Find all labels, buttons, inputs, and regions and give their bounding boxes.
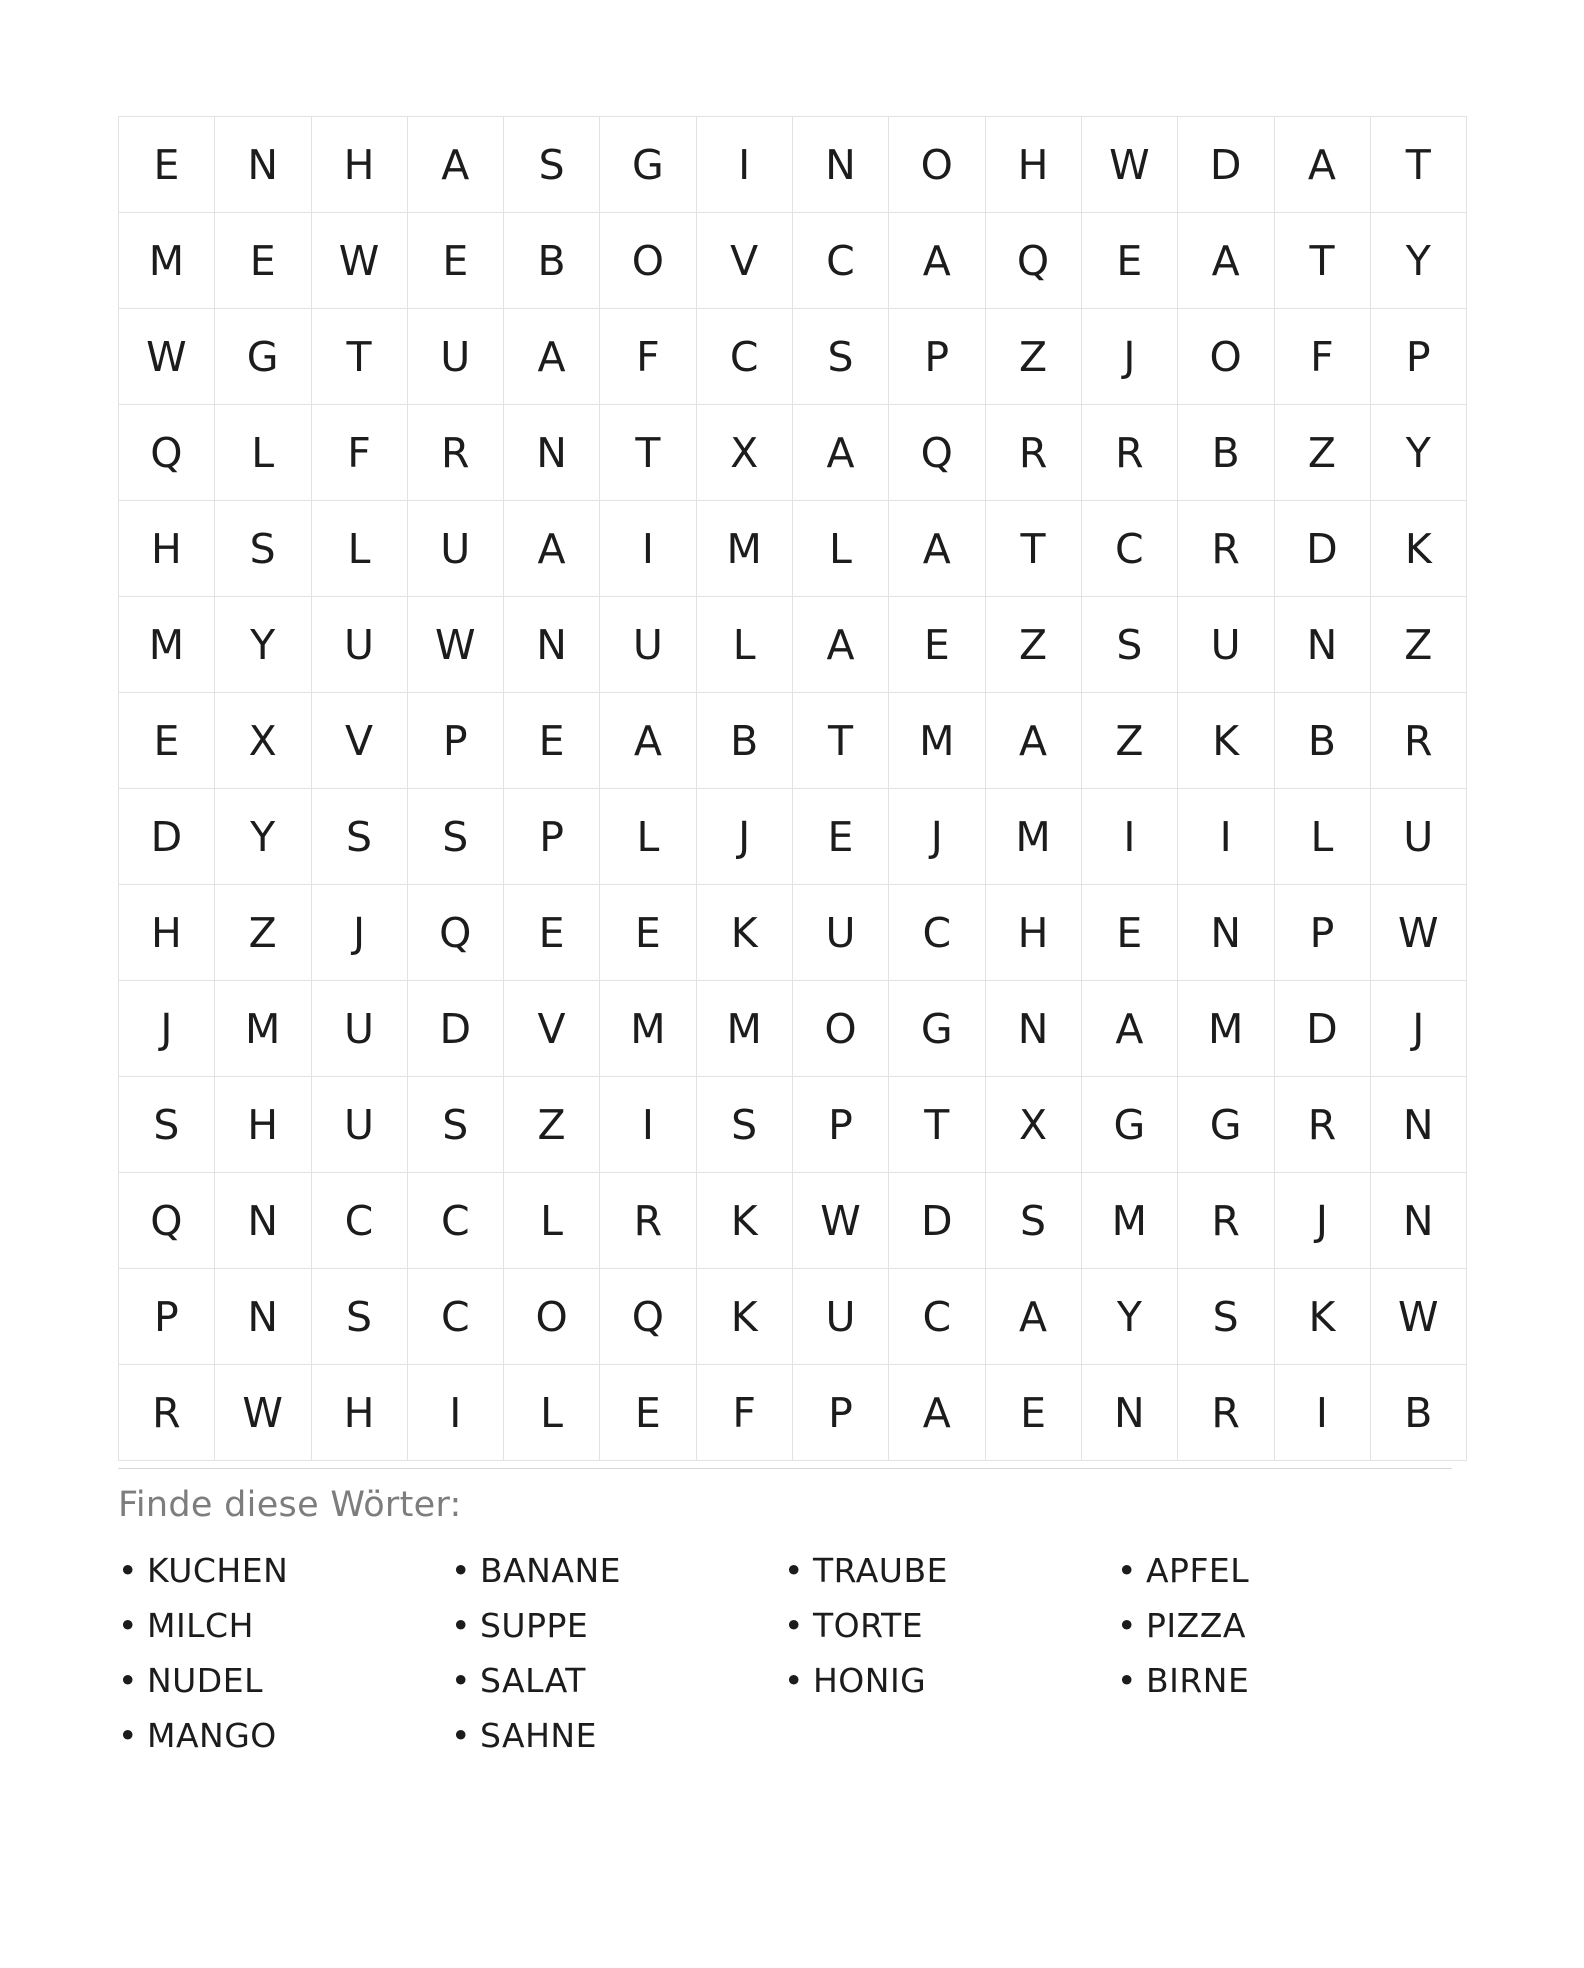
grid-cell[interactable]: Z	[1370, 597, 1466, 693]
bullet-icon: •	[118, 1551, 138, 1590]
grid-cell[interactable]: B	[504, 213, 600, 309]
grid-cell[interactable]: L	[311, 501, 407, 597]
grid-cell[interactable]: D	[407, 981, 503, 1077]
grid-row	[119, 1269, 1467, 1365]
grid-cell[interactable]: L	[504, 1173, 600, 1269]
grid-cell[interactable]: M	[696, 501, 792, 597]
grid-cell[interactable]: G	[1081, 1077, 1177, 1173]
grid-cell[interactable]: D	[889, 1173, 985, 1269]
grid-cell[interactable]: E	[119, 693, 215, 789]
grid-cell[interactable]: N	[1274, 597, 1370, 693]
grid-cell[interactable]: Y	[215, 789, 311, 885]
grid-cell[interactable]: E	[407, 213, 503, 309]
word-label: MANGO	[146, 1716, 277, 1755]
word-label: APFEL	[1145, 1551, 1250, 1590]
grid-cell[interactable]: S	[215, 501, 311, 597]
grid-row	[119, 693, 1467, 789]
grid-cell[interactable]: K	[696, 1173, 792, 1269]
grid-cell[interactable]: H	[215, 1077, 311, 1173]
grid-cell[interactable]: N	[504, 405, 600, 501]
grid-cell[interactable]: K	[1178, 693, 1274, 789]
grid-cell[interactable]: E	[504, 885, 600, 981]
grid-cell[interactable]: O	[889, 117, 985, 213]
grid-cell[interactable]: O	[793, 981, 889, 1077]
word-list-title: Finde diese Wörter:	[118, 1485, 462, 1525]
word-label: BANANE	[479, 1551, 621, 1590]
grid-cell[interactable]: C	[311, 1173, 407, 1269]
grid-cell[interactable]: D	[1274, 981, 1370, 1077]
grid-cell[interactable]: U	[311, 1077, 407, 1173]
grid-cell[interactable]: M	[215, 981, 311, 1077]
grid-cell[interactable]: E	[889, 597, 985, 693]
word-list-item[interactable]	[118, 1543, 451, 1598]
grid-cell[interactable]: H	[985, 117, 1081, 213]
grid-cell[interactable]: R	[1178, 501, 1274, 597]
grid-cell[interactable]: O	[1178, 309, 1274, 405]
grid-row	[119, 885, 1467, 981]
grid-cell[interactable]: Q	[119, 1173, 215, 1269]
grid-row	[119, 213, 1467, 309]
grid-cell[interactable]: F	[696, 1365, 792, 1461]
grid-cell[interactable]: K	[696, 1269, 792, 1365]
grid-cell[interactable]: J	[696, 789, 792, 885]
grid-cell[interactable]: B	[1178, 405, 1274, 501]
bullet-icon: •	[451, 1606, 471, 1645]
bullet-icon: •	[784, 1551, 804, 1590]
grid-cell[interactable]: M	[1081, 1173, 1177, 1269]
grid-cell[interactable]: R	[1081, 405, 1177, 501]
word-label: BIRNE	[1145, 1661, 1250, 1700]
grid-cell[interactable]: D	[119, 789, 215, 885]
grid-cell[interactable]: T	[985, 501, 1081, 597]
word-list-item[interactable]	[451, 1543, 784, 1598]
bullet-icon: •	[784, 1661, 804, 1700]
grid-cell[interactable]: Q	[407, 885, 503, 981]
grid-cell[interactable]: L	[600, 789, 696, 885]
bullet-icon: •	[1117, 1661, 1137, 1700]
grid-row	[119, 501, 1467, 597]
grid-cell[interactable]: Z	[215, 885, 311, 981]
grid-cell[interactable]: L	[215, 405, 311, 501]
grid-cell[interactable]: E	[600, 1365, 696, 1461]
grid-cell[interactable]: M	[985, 789, 1081, 885]
grid-cell[interactable]: N	[1081, 1365, 1177, 1461]
grid-cell[interactable]: W	[793, 1173, 889, 1269]
grid-cell[interactable]: A	[600, 693, 696, 789]
grid-cell[interactable]: U	[1178, 597, 1274, 693]
grid-row	[119, 117, 1467, 213]
grid-cell[interactable]: S	[407, 789, 503, 885]
grid-cell[interactable]: A	[793, 597, 889, 693]
grid-cell[interactable]: B	[1274, 693, 1370, 789]
grid-cell[interactable]: R	[1274, 1077, 1370, 1173]
grid-cell[interactable]: S	[311, 1269, 407, 1365]
grid-cell[interactable]: I	[1274, 1365, 1370, 1461]
grid-cell[interactable]: J	[1081, 309, 1177, 405]
grid-cell[interactable]: W	[119, 309, 215, 405]
grid-cell[interactable]: E	[119, 117, 215, 213]
grid-cell[interactable]: C	[1081, 501, 1177, 597]
grid-cell[interactable]: W	[1370, 1269, 1466, 1365]
grid-cell[interactable]: N	[1370, 1173, 1466, 1269]
bullet-icon: •	[1117, 1606, 1137, 1645]
grid-cell[interactable]: A	[793, 405, 889, 501]
grid-cell[interactable]: R	[1370, 693, 1466, 789]
grid-cell[interactable]: E	[1081, 885, 1177, 981]
word-label: TORTE	[812, 1606, 924, 1645]
grid-row	[119, 597, 1467, 693]
grid-row	[119, 405, 1467, 501]
grid-cell[interactable]: C	[889, 885, 985, 981]
grid-cell[interactable]: P	[793, 1365, 889, 1461]
grid-cell[interactable]: N	[1178, 885, 1274, 981]
grid-cell[interactable]: N	[215, 1173, 311, 1269]
word-list-column	[451, 1543, 784, 1763]
grid-cell[interactable]: R	[1178, 1173, 1274, 1269]
grid-cell[interactable]: W	[407, 597, 503, 693]
word-list-item[interactable]	[784, 1653, 1117, 1708]
grid-cell[interactable]: N	[985, 981, 1081, 1077]
grid-row	[119, 1173, 1467, 1269]
grid-cell[interactable]: E	[600, 885, 696, 981]
grid-cell[interactable]: L	[793, 501, 889, 597]
word-label: SALAT	[479, 1661, 586, 1700]
grid-cell[interactable]: C	[696, 309, 792, 405]
grid-cell[interactable]: R	[119, 1365, 215, 1461]
grid-cell[interactable]: E	[985, 1365, 1081, 1461]
grid-cell[interactable]: R	[600, 1173, 696, 1269]
grid-cell[interactable]: O	[600, 213, 696, 309]
grid-cell[interactable]: Q	[600, 1269, 696, 1365]
grid-cell[interactable]: T	[1274, 213, 1370, 309]
grid-row	[119, 981, 1467, 1077]
section-divider	[118, 1468, 1452, 1469]
word-label: MILCH	[146, 1606, 254, 1645]
grid-cell[interactable]: E	[504, 693, 600, 789]
grid-cell[interactable]: A	[889, 213, 985, 309]
grid-cell[interactable]: K	[696, 885, 792, 981]
word-list-column	[1117, 1543, 1450, 1763]
grid-cell[interactable]: C	[407, 1269, 503, 1365]
grid-cell[interactable]: M	[889, 693, 985, 789]
word-list-item[interactable]	[784, 1543, 1117, 1598]
word-list-item[interactable]	[1117, 1653, 1450, 1708]
grid-cell[interactable]: A	[1178, 213, 1274, 309]
grid-cell[interactable]: X	[985, 1077, 1081, 1173]
grid-cell[interactable]: U	[407, 501, 503, 597]
grid-cell[interactable]: I	[1081, 789, 1177, 885]
grid-cell[interactable]: Q	[119, 405, 215, 501]
word-label: PIZZA	[1145, 1606, 1246, 1645]
grid-cell[interactable]: F	[311, 405, 407, 501]
grid-cell[interactable]: I	[600, 501, 696, 597]
grid-cell[interactable]: A	[889, 501, 985, 597]
word-list-item[interactable]	[1117, 1543, 1450, 1598]
word-list-column	[118, 1543, 451, 1763]
grid-cell[interactable]: V	[504, 981, 600, 1077]
grid-cell[interactable]: D	[1274, 501, 1370, 597]
grid-cell[interactable]: N	[215, 117, 311, 213]
grid-cell[interactable]: N	[215, 1269, 311, 1365]
bullet-icon: •	[451, 1661, 471, 1700]
grid-cell[interactable]: U	[793, 885, 889, 981]
grid-cell[interactable]: Z	[504, 1077, 600, 1173]
grid-row	[119, 309, 1467, 405]
grid-cell[interactable]: J	[1370, 981, 1466, 1077]
grid-cell[interactable]: P	[1370, 309, 1466, 405]
grid-cell[interactable]: W	[1081, 117, 1177, 213]
grid-cell[interactable]: W	[215, 1365, 311, 1461]
grid-cell[interactable]: X	[696, 405, 792, 501]
grid-cell[interactable]: S	[504, 117, 600, 213]
grid-cell[interactable]: I	[407, 1365, 503, 1461]
grid-cell[interactable]: Y	[1370, 405, 1466, 501]
grid-cell[interactable]: J	[889, 789, 985, 885]
grid-cell[interactable]: P	[504, 789, 600, 885]
grid-cell[interactable]: H	[119, 885, 215, 981]
grid-cell[interactable]: S	[985, 1173, 1081, 1269]
grid-cell[interactable]: E	[215, 213, 311, 309]
word-list-item[interactable]	[1117, 1598, 1450, 1653]
grid-cell[interactable]: O	[504, 1269, 600, 1365]
grid-cell[interactable]: Y	[215, 597, 311, 693]
grid-cell[interactable]: S	[1178, 1269, 1274, 1365]
grid-cell[interactable]: P	[119, 1269, 215, 1365]
grid-cell[interactable]: Y	[1370, 213, 1466, 309]
grid-cell[interactable]: C	[889, 1269, 985, 1365]
grid-cell[interactable]: G	[600, 117, 696, 213]
word-list-item[interactable]	[451, 1598, 784, 1653]
word-label: HONIG	[812, 1661, 927, 1700]
grid-cell[interactable]: U	[407, 309, 503, 405]
grid-row	[119, 1077, 1467, 1173]
grid-cell[interactable]: L	[504, 1365, 600, 1461]
grid-cell[interactable]: L	[1274, 789, 1370, 885]
bullet-icon: •	[118, 1606, 138, 1645]
grid-cell[interactable]: G	[215, 309, 311, 405]
grid-cell[interactable]: T	[600, 405, 696, 501]
grid-cell[interactable]: M	[600, 981, 696, 1077]
grid-cell[interactable]: R	[407, 405, 503, 501]
grid-cell[interactable]: P	[793, 1077, 889, 1173]
word-label: KUCHEN	[146, 1551, 289, 1590]
grid-cell[interactable]: P	[1274, 885, 1370, 981]
grid-cell[interactable]: A	[985, 693, 1081, 789]
bullet-icon: •	[118, 1716, 138, 1755]
word-list-item[interactable]	[118, 1708, 451, 1763]
grid-cell[interactable]: N	[504, 597, 600, 693]
grid-cell[interactable]: N	[1370, 1077, 1466, 1173]
grid-cell[interactable]: M	[119, 213, 215, 309]
grid-cell[interactable]: W	[311, 213, 407, 309]
grid-cell[interactable]: H	[119, 501, 215, 597]
grid-cell[interactable]: L	[696, 597, 792, 693]
grid-row	[119, 789, 1467, 885]
grid-cell[interactable]: A	[407, 117, 503, 213]
grid-row	[119, 1365, 1467, 1461]
grid-cell[interactable]: C	[793, 213, 889, 309]
word-label: TRAUBE	[812, 1551, 948, 1590]
grid-cell[interactable]: Q	[985, 213, 1081, 309]
grid-cell[interactable]: S	[793, 309, 889, 405]
word-label: SUPPE	[479, 1606, 589, 1645]
grid-cell[interactable]: P	[889, 309, 985, 405]
grid-cell[interactable]: Z	[1081, 693, 1177, 789]
grid-cell[interactable]: V	[311, 693, 407, 789]
grid-cell[interactable]: A	[504, 309, 600, 405]
grid-cell[interactable]: M	[119, 597, 215, 693]
grid-cell[interactable]: C	[407, 1173, 503, 1269]
grid-cell[interactable]: U	[793, 1269, 889, 1365]
grid-cell[interactable]: A	[889, 1365, 985, 1461]
grid-cell[interactable]: X	[215, 693, 311, 789]
grid-cell[interactable]: H	[985, 885, 1081, 981]
grid-cell[interactable]: R	[1178, 1365, 1274, 1461]
bullet-icon: •	[784, 1606, 804, 1645]
grid-cell[interactable]: Z	[985, 309, 1081, 405]
word-list-item[interactable]	[784, 1598, 1117, 1653]
grid-cell[interactable]: A	[1081, 981, 1177, 1077]
grid-cell[interactable]: S	[119, 1077, 215, 1173]
bullet-icon: •	[451, 1551, 471, 1590]
grid-cell[interactable]: A	[985, 1269, 1081, 1365]
word-list-column	[784, 1543, 1117, 1763]
grid-cell[interactable]: N	[793, 117, 889, 213]
grid-cell[interactable]: T	[1370, 117, 1466, 213]
grid-cell[interactable]: J	[311, 885, 407, 981]
word-list-item[interactable]	[118, 1598, 451, 1653]
word-label: NUDEL	[146, 1661, 263, 1700]
grid-cell[interactable]: H	[311, 1365, 407, 1461]
grid-cell[interactable]: S	[696, 1077, 792, 1173]
grid-cell[interactable]: I	[1178, 789, 1274, 885]
grid-cell[interactable]: E	[793, 789, 889, 885]
grid-cell[interactable]: S	[1081, 597, 1177, 693]
grid-cell[interactable]: F	[1274, 309, 1370, 405]
word-list-item[interactable]	[451, 1708, 784, 1763]
grid-cell[interactable]: P	[407, 693, 503, 789]
grid-cell[interactable]: K	[1274, 1269, 1370, 1365]
grid-cell[interactable]: V	[696, 213, 792, 309]
grid-cell[interactable]: K	[1370, 501, 1466, 597]
grid-cell[interactable]: U	[311, 981, 407, 1077]
word-label: SAHNE	[479, 1716, 597, 1755]
grid-cell[interactable]: U	[1370, 789, 1466, 885]
bullet-icon: •	[118, 1661, 138, 1700]
grid-cell[interactable]: D	[1178, 117, 1274, 213]
grid-cell[interactable]: J	[1274, 1173, 1370, 1269]
grid-cell[interactable]: T	[889, 1077, 985, 1173]
grid-cell[interactable]: Q	[889, 405, 985, 501]
grid-cell[interactable]: B	[1370, 1365, 1466, 1461]
grid-cell[interactable]: M	[696, 981, 792, 1077]
grid-cell[interactable]: I	[600, 1077, 696, 1173]
grid-cell[interactable]: S	[407, 1077, 503, 1173]
grid-cell[interactable]: A	[504, 501, 600, 597]
word-search-grid-container	[118, 116, 1452, 1461]
grid-cell[interactable]: Y	[1081, 1269, 1177, 1365]
grid-cell[interactable]: M	[1178, 981, 1274, 1077]
grid-cell[interactable]: I	[696, 117, 792, 213]
grid-cell[interactable]: J	[119, 981, 215, 1077]
grid-cell[interactable]: U	[311, 597, 407, 693]
word-list-columns	[118, 1543, 1452, 1763]
grid-cell[interactable]: F	[600, 309, 696, 405]
word-list-item[interactable]	[451, 1653, 784, 1708]
bullet-icon: •	[451, 1716, 471, 1755]
grid-cell[interactable]: E	[1081, 213, 1177, 309]
grid-cell[interactable]: U	[600, 597, 696, 693]
grid-cell[interactable]: G	[889, 981, 985, 1077]
grid-cell[interactable]: T	[311, 309, 407, 405]
grid-cell[interactable]: H	[311, 117, 407, 213]
grid-cell[interactable]: G	[1178, 1077, 1274, 1173]
grid-cell[interactable]: Z	[985, 597, 1081, 693]
grid-cell[interactable]: B	[696, 693, 792, 789]
grid-cell[interactable]: S	[311, 789, 407, 885]
bullet-icon: •	[1117, 1551, 1137, 1590]
grid-cell[interactable]: T	[793, 693, 889, 789]
word-list-section	[118, 1468, 1452, 1763]
grid-cell[interactable]: W	[1370, 885, 1466, 981]
word-list-item[interactable]	[118, 1653, 451, 1708]
word-search-grid	[118, 116, 1467, 1461]
grid-cell[interactable]: R	[985, 405, 1081, 501]
grid-cell[interactable]: Z	[1274, 405, 1370, 501]
grid-cell[interactable]: A	[1274, 117, 1370, 213]
